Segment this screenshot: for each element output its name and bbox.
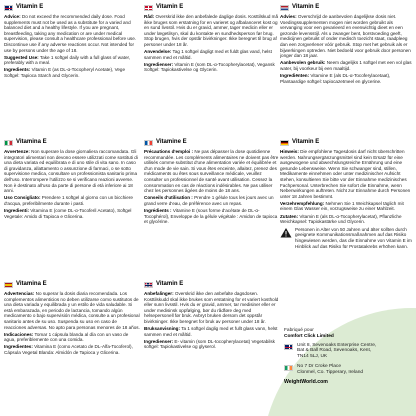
panel-title: Vitamin E bbox=[156, 3, 184, 10]
panel-title: Vitamin E bbox=[292, 3, 320, 10]
address-line: Unit 8, Sevenoaks Enterprise Centre, bbox=[297, 342, 377, 348]
panel-header bbox=[4, 138, 140, 147]
usage-block: Uso Consigliato: Prendere 1 softgel al giorno con un bicchiere d'acqua, preferibilmente durante i pasti. bbox=[4, 195, 133, 206]
manufacturer-company: Comfort Click Limited bbox=[284, 333, 334, 339]
usage-block: Bruksanvisning: Ta 1 softgel daglig med et fullt glass vann, helst sammen med et måltid. bbox=[144, 326, 278, 337]
advice-block: Avvertenze: Non superare la dose giornaliera raccomandata. Gli integratori alimentari non devono essere utilizzati come sostituti di una dieta variata ed equilibrata e di uno stile di vita sano. In caso di gravidanza, allattamento o assunzione di farmaci, o se sotto supervisione medica, consultare un professionista sanitario prima dell'uso. Interrompere l'utilizzo se si verificano reazioni avverse. Non è destinato all'uso da parte di persone di età inferiore ai 18 anni. bbox=[4, 149, 138, 194]
ireland-address bbox=[284, 364, 412, 376]
ireland-flag-icon bbox=[284, 365, 293, 371]
panel-italian bbox=[4, 138, 140, 221]
usage-block: Verzehrempfehlung: Nehmen Sie 1 Weichkapsel täglich mit einem Glas Wasser ein, vorzugsweise zu einer Mahlzeit. bbox=[280, 200, 404, 212]
panel-header bbox=[144, 280, 280, 289]
manufacturer-heading: Fabriqué pour bbox=[284, 328, 314, 333]
panel-title: Vitamin E bbox=[156, 280, 184, 287]
usage-block: Anvendelse: Tag 1 softgel dagligt med et fuldt glas vand, helst sammen med et måltid. bbox=[144, 49, 272, 60]
usage-block: Aanbevolen gebruik: Neem dagelijks 1 softgel met een vol glas water, bij voorkeur bij een maaltijd. bbox=[280, 60, 412, 71]
denmark-flag-icon bbox=[144, 5, 153, 11]
manufacturer-info bbox=[284, 328, 412, 385]
spain-flag-icon bbox=[4, 282, 13, 288]
uk-flag-icon bbox=[284, 344, 293, 350]
uk-flag-icon bbox=[4, 5, 13, 11]
panel-header bbox=[4, 280, 140, 289]
website-link[interactable]: WeightWorld.com bbox=[284, 378, 328, 385]
panel-header bbox=[4, 3, 140, 12]
panel-header bbox=[280, 3, 416, 12]
ingredients-block: Ingrediënten: Vitamine E (als DL-α-Tocoferylacetaat), Plantaardige softgel: tapiocazetmeel en glycerine. bbox=[280, 72, 391, 84]
panel-dutch bbox=[280, 3, 416, 86]
ingredients-block: Ingrédients : Vitamine E (sous forme d'acétate de DL-α-Tocophérol), Enveloppe de la gélule végétale : Amidon de tapioca et glycérine. bbox=[144, 207, 278, 225]
germany-flag-icon bbox=[280, 140, 289, 146]
panel-danish bbox=[144, 3, 280, 74]
netherlands-flag-icon bbox=[280, 5, 289, 11]
usage-block: Suggested Use: Take 1 softgel daily with a full glass of water, preferably with a meal. bbox=[4, 54, 131, 66]
advice-block: Précautions d'emploi : Ne pas dépasser la dose quotidienne recommandée. Les compléments alimentaires ne doivent pas être utilisés comme substitut d'une alimentation variée et équilibrée et d'un mode de vie sain. Si vous êtes enceinte, allaitez, prenez des médicaments ou êtes sous surveillance médicale, veuillez consulter un professionnel de santé avant utilisation. Cessez la consommation en cas de réactions indésirables. Ne pas utiliser chez les personnes âgées de moins de 18 ans. bbox=[144, 149, 279, 194]
advice-block: Hinweis: Die empfohlene Tagesdosis darf nicht überschritten werden. Nahrungsergänzungsmittel sind kein Ersatz für eine ausgewogene und abwechslungsreiche Ernährung und eine gesunde Lebensweise. Wenn Sie schwanger sind, stillen, Medikamente einnehmen oder unter medizinischer Aufsicht stehen, konsultieren Sie bitte vor der Einnahme medizinisches Fachpersonal. Unterbrechen Sie sofort die Einnahme, wenn Nebenwirkungen auftreten. Nicht zur Einnahme durch Personen unter 18 Jahren bestimmt. bbox=[280, 149, 411, 199]
address-line: Bat & Ball Road, Sevenoaks, Kent, bbox=[297, 348, 372, 354]
ingredients-block: Ingredientes: Vitamina E (como Acetato de DL-Alfa-Tocoferol), Cápsula Vegetal Blanda: Almidón de Tapioca y Glicerina. bbox=[4, 344, 133, 355]
address-line: Clonmel, Co. Tipperary, Ireland bbox=[297, 369, 364, 375]
advice-block: Advertencias: No superar la dosis diaria recomendada. Los complementos alimenticios no deben utilizarse como sustitutos de una dieta variada y equilibrada y un estilo de vida saludable. Si está embarazada, en periodo de lactancia, tomando algún medicamento o bajo supervisión médica, consulte a un profesional sanitario antes de su uso. Suspenda su uso en caso de reacciones adversas. No apto para personas menores de 18 años. bbox=[4, 291, 140, 330]
usage-block: Conseils d'utilisation : Prendre 1 gélule tous les jours avec un grand verre d'eau, de préférence avec un repas. bbox=[144, 195, 274, 206]
warning-icon bbox=[280, 227, 292, 239]
panel-german bbox=[280, 138, 416, 249]
panel-title: Vitamina E bbox=[16, 138, 47, 145]
uk-address bbox=[284, 343, 412, 360]
advice-block: Anbefalinger: Overskrid ikke den anbefalte dagsdosen. Kosttilskudd skal ikke brukes som erstatning for et variert kosthold eller sunn livsstil. Hvis du er gravid, ammer, tar medisiner eller er under medisinsk oppfølging, bør du rådføre deg med helsepersonell før bruk. Avbryt bruken dersom det oppstår bivirkninger. Ikke beregnet for bruk av personer under 18 år. bbox=[144, 291, 279, 324]
italy-flag-icon bbox=[4, 140, 13, 146]
warning-block bbox=[280, 227, 416, 249]
panel-title: Vitamine E bbox=[156, 138, 187, 145]
panel-header bbox=[280, 138, 416, 147]
address-line: TN14 5LJ, UK bbox=[297, 354, 328, 360]
advice-block: Råd: Overskrid ikke den anbefalede daglige dosis. Kosttilskud må ikke bruges som erstatning for en varieret og afbalanceret kost og en sund livsstil. Hvis du er gravid, ammer, tager medicin eller er under lægetilsyn, skal du kontakte en sundhedsperson før brug. Stop brugen, hvis der opstår bivirkninger. Ikke beregnet til brug af personer under 18 år. bbox=[144, 14, 279, 47]
ingredients-block: Ingredients: Vitamin E (as DL-α-Tocopheryl Acetate), Vege Softgel: Tapioca Starch and Glycerin. bbox=[4, 67, 126, 78]
ingredients-block: Ingredienser: E- vitamin (som DL-tocopherylacetat) Vegetabilsk softgel: Tapiokastivelse og glyserol. bbox=[144, 338, 275, 350]
advice-block: Advice: Do not exceed the recommended daily dose. Food supplements must not be used as a substitute for a varied and balanced diet and a healthy lifestyle. If you are pregnant, breastfeeding, taking any medication or are under medical supervision, please consult a healthcare professional before use. Discontinue use if any adverse reactions occur. Not intended for use by persons under the age of 18. bbox=[4, 14, 137, 53]
advice-block: Advies: Overschrijd de aanbevolen dagelijkse dosis niet. Voedingssupplementen mogen niet worden gebruikt als vervanging voor een gevarieerd en evenwichtig dieet en een gezonde levensstijl. Als u zwanger bent, borstvoeding geeft, medicijnen gebruikt of onder medisch toezicht staat, raadpleeg dan een zorgverlener vóór gebruik. Stop met het gebruik als er bijwerkingen optreden. Niet bedoeld voor gebruik door personen jonger dan 18 jaar. bbox=[280, 14, 411, 59]
panel-title: Vitamin E bbox=[16, 3, 44, 10]
panel-title: Vitamin E bbox=[292, 138, 320, 145]
panel-french bbox=[144, 138, 280, 226]
panel-title: Vitamina E bbox=[16, 280, 47, 287]
usage-block: Indicaciones: Tomar 1 cápsula blanda al día con un vaso de agua, preferiblemente con una comida. bbox=[4, 331, 129, 343]
warning-text: Personen in Alter von 50 Jahren und älter sollten durch geeignete Kommunikationsmaßnahmen auf das Risiko hingewiesen werden, das die Einnahme von Vitamin E im Hinblick auf das Risiko für Prostatakrebs erhöhen kann. bbox=[295, 226, 412, 249]
norway-flag-icon bbox=[144, 282, 153, 288]
panel-header bbox=[144, 3, 280, 12]
address-line: No 7 Dr Croke Place bbox=[297, 363, 341, 369]
panel-english bbox=[4, 3, 140, 80]
panel-header bbox=[144, 138, 280, 147]
ingredients-block: Ingredienser: Vitamin E (som DL-α-Tocopherylacetat), Vegansk Softgel: Tapiokastivelse og Glycerin. bbox=[144, 61, 275, 73]
france-flag-icon bbox=[144, 140, 153, 146]
ingredients-block: Ingredienti: Vitamina E (come DL-α-Tocoferil Acetato), Softgel Vegetale: Amido di Tapioca e Glicerina. bbox=[4, 207, 132, 219]
panel-spanish bbox=[4, 280, 140, 357]
panel-norwegian bbox=[144, 280, 280, 351]
ingredients-block: Zutaten: Vitamin E (als DL-α-Tocopherylacetat), Pflanzliche Weichkapsel: Tapiokastärke und Glycerin. bbox=[280, 213, 402, 225]
